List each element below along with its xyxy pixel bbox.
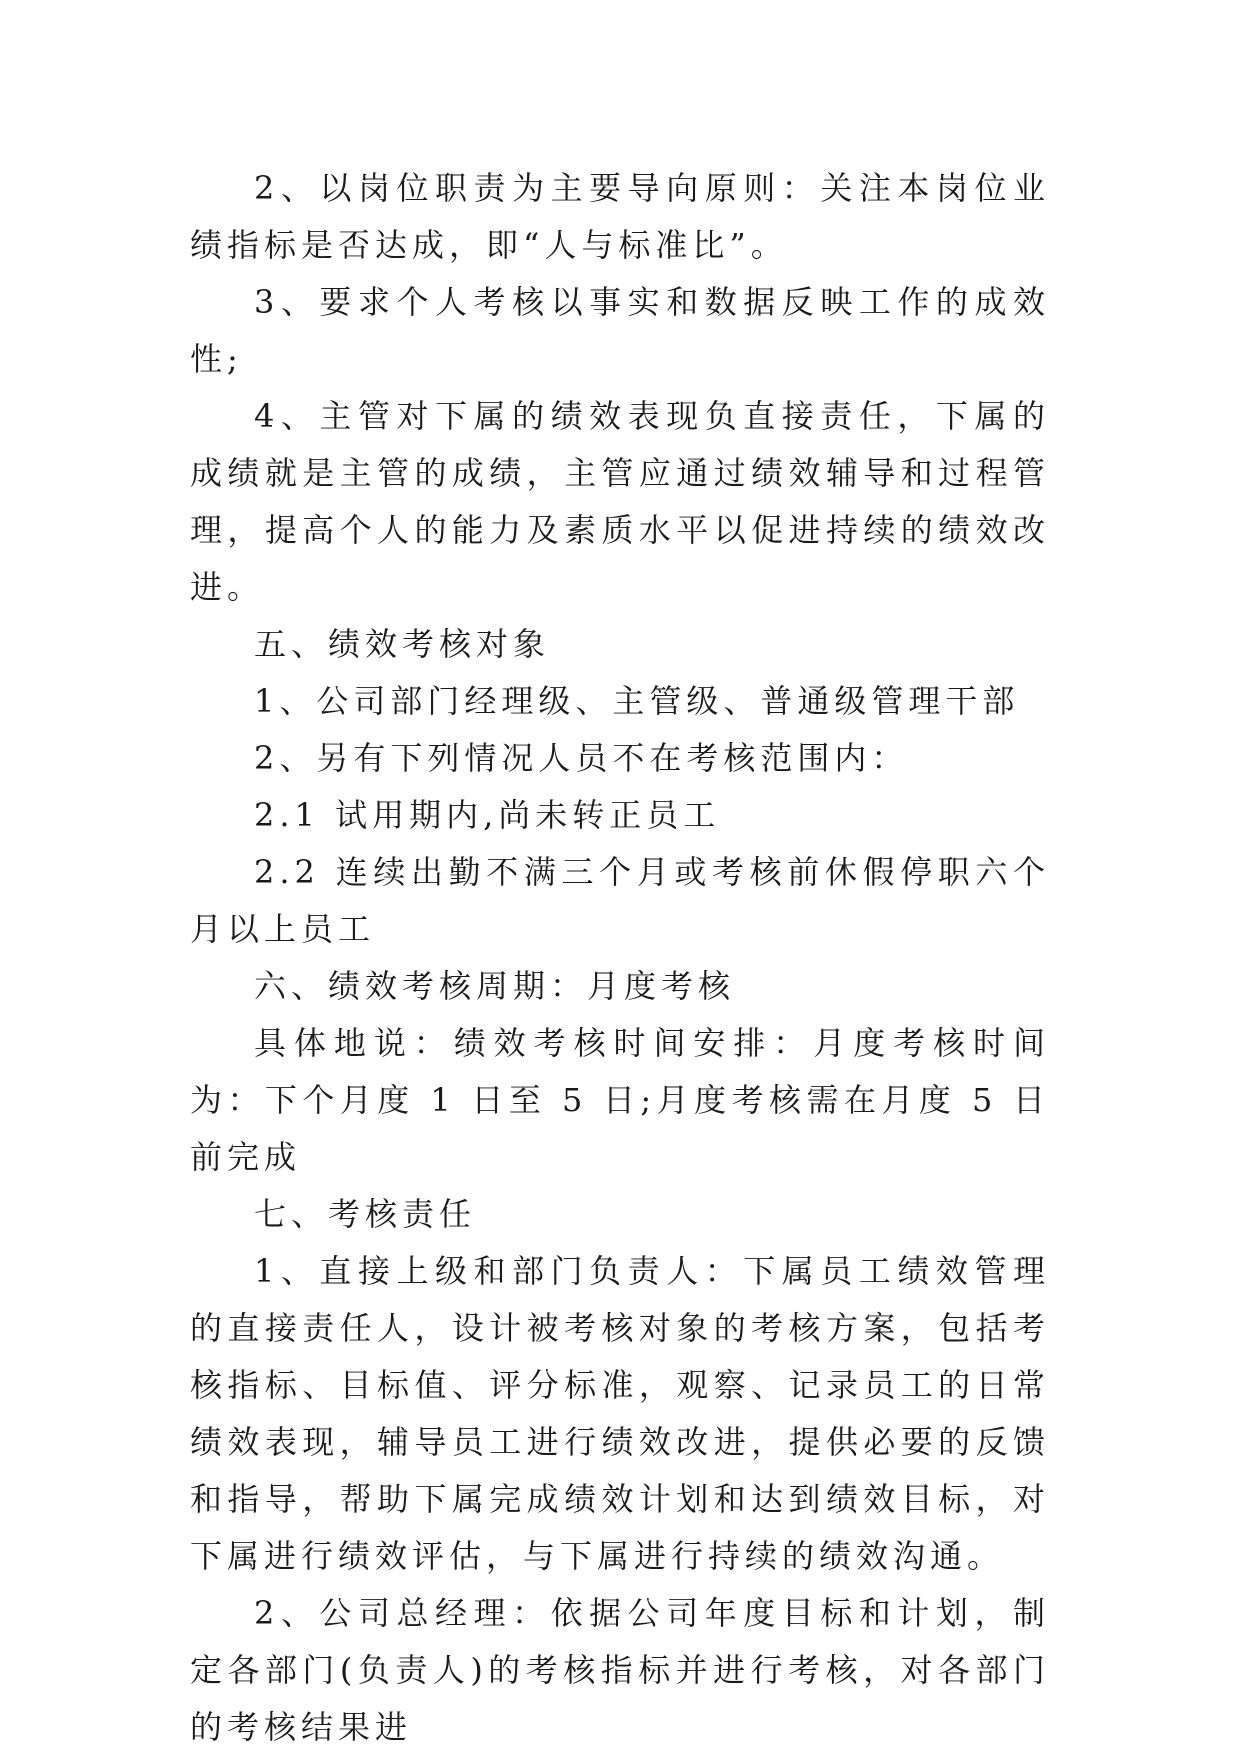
section-heading-7: 七、考核责任 xyxy=(254,1195,477,1233)
section-heading-5: 五、绩效考核对象 xyxy=(254,625,551,663)
section-heading-6: 六、绩效考核周期：月度考核 xyxy=(254,967,736,1005)
paragraph-responsibility-1: 1、直接上级和部门负责人：下属员工绩效管理的直接责任人，设计被考核对象的考核方案，包括考核指标、目标值、评分标准，观察、记录员工的日常绩效表现，辅导员工进行绩效改进，提供必要的反馈和指导，帮助下属完成绩效计划和达到绩效目标，对下属进行绩效评估，与下属进行持续的绩效沟通。 xyxy=(190,1252,1050,1575)
paragraph-target-2-1: 2.1 试用期内,尚未转正员工 xyxy=(254,796,721,834)
paragraph-principle-2: 2、以岗位职责为主要导向原则：关注本岗位业绩指标是否达成，即“人与标准比”。 xyxy=(190,169,1050,264)
paragraph-target-2: 2、另有下列情况人员不在考核范围内： xyxy=(254,739,909,777)
paragraph-responsibility-2: 2、公司总经理：依据公司年度目标和计划，制定各部门(负责人)的考核指标并进行考核，对各部门的考核结果进 xyxy=(190,1594,1050,1746)
paragraph-target-1: 1、公司部门经理级、主管级、普通级管理干部 xyxy=(254,682,1020,720)
document-body xyxy=(190,160,1050,1756)
paragraph-principle-4: 4、主管对下属的绩效表现负直接责任，下属的成绩就是主管的成绩，主管应通过绩效辅导和过程管理，提高个人的能力及素质水平以促进持续的绩效改进。 xyxy=(190,397,1050,606)
paragraph-schedule: 具体地说：绩效考核时间安排：月度考核时间为：下个月度 1 日至 5 日;月度考核需在月度 5 日前完成 xyxy=(190,1024,1050,1176)
paragraph-principle-3: 3、要求个人考核以事实和数据反映工作的成效性; xyxy=(190,283,1050,378)
paragraph-target-2-2: 2.2 连续出勤不满三个月或考核前休假停职六个月以上员工 xyxy=(190,853,1050,948)
